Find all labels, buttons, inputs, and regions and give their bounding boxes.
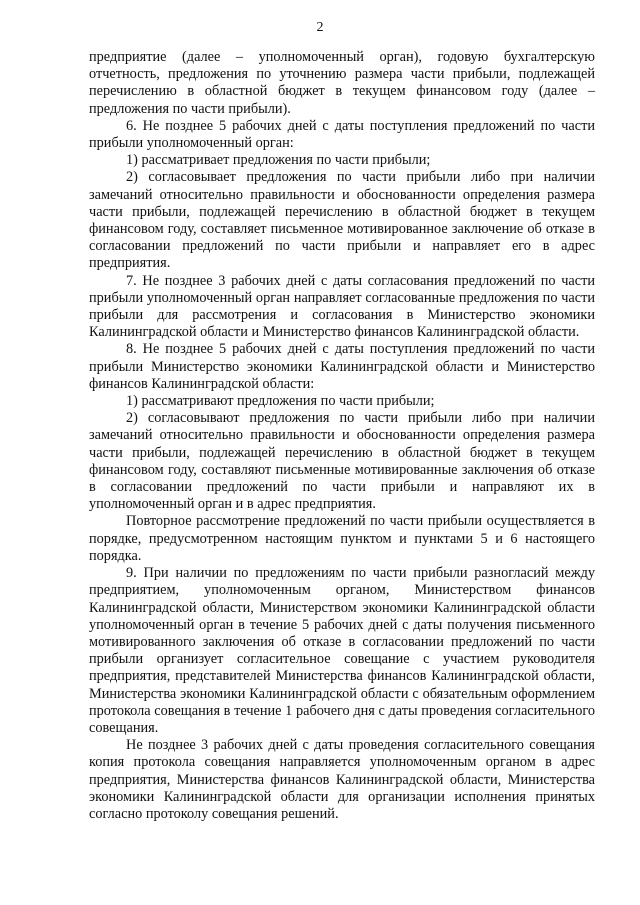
paragraph-item-7: 7. Не позднее 3 рабочих дней с даты согласования предложений по части прибыли уполномоченный орган направляет согласованные предложения по части прибыли для рассмотрения и согласования в Министерство экономики Калининградской области и Министерство финансов Калининградской области. [89,272,595,341]
paragraph-item-6-1: 1) рассматривает предложения по части прибыли; [126,152,431,169]
paragraph-intro: предприятие (далее – уполномоченный орган), годовую бухгалтерскую отчетность, предложения по уточнению размера части прибыли, подлежащей перечислению в областной бюджет в текущем финансовом году (далее – предложения по части прибыли). [89,49,595,117]
paragraph-item-8-1: 1) рассматривают предложения по части прибыли; [126,393,435,410]
document-body [89,49,595,823]
paragraph-item-6: 6. Не позднее 5 рабочих дней с даты поступления предложений по части прибыли уполномоченный орган: [89,117,595,152]
paragraph-item-8: 8. Не позднее 5 рабочих дней с даты поступления предложений по части прибыли Министерство экономики Калининградской области и Министерство финансов Калининградской области: [89,341,595,392]
paragraph-repeat-review: Повторное рассмотрение предложений по части прибыли осуществляется в порядке, предусмотренном настоящим пунктом и пунктами 5 и 6 настоящего порядка. [89,513,595,564]
paragraph-protocol-copy: Не позднее 3 рабочих дней с даты проведения согласительного совещания копия протокола совещания направляется уполномоченным органом в адрес предприятия, Министерства финансов Калининградской области, Министерства экономики Калининградской области для организации исполнения принятых согласно протоколу совещания решений. [89,737,595,822]
page-number: 2 [316,20,324,35]
paragraph-item-8-2: 2) согласовывают предложения по части прибыли либо при наличии замечаний относительно правильности и обоснованности определения размера части прибыли, подлежащей перечислению в областной бюджет в текущем финансовом году, составляют письменные мотивированные заключения об отказе в согласовании предложений по части прибыли и направляют их в уполномоченный орган и в адрес предприятия. [89,410,595,513]
paragraph-item-6-2: 2) согласовывает предложения по части прибыли либо при наличии замечаний относительно правильности и обоснованности определения размера части прибыли, подлежащей перечислению в областной бюджет в текущем финансовом году, составляет письменное мотивированное заключение об отказе в согласовании предложений по части прибыли и направляет его в адрес предприятия. [89,169,595,272]
paragraph-item-9: 9. При наличии по предложениям по части прибыли разногласий между предприятием, уполномоченным органом, Министерством финансов Калининградской области, Министерством экономики Калининградской области уполномоченный орган в течение 5 рабочих дней с даты получения письменного мотивированного заключения об отказе в согласовании предложений по части прибыли организует согласительное совещание с участием руководителя предприятия, представителей Министерства финансов Калининградской области, Министерства экономики Калининградской области с обязательным оформлением протокола совещания в течение 1 рабочего дня с даты проведения согласительного совещания. [89,565,595,736]
